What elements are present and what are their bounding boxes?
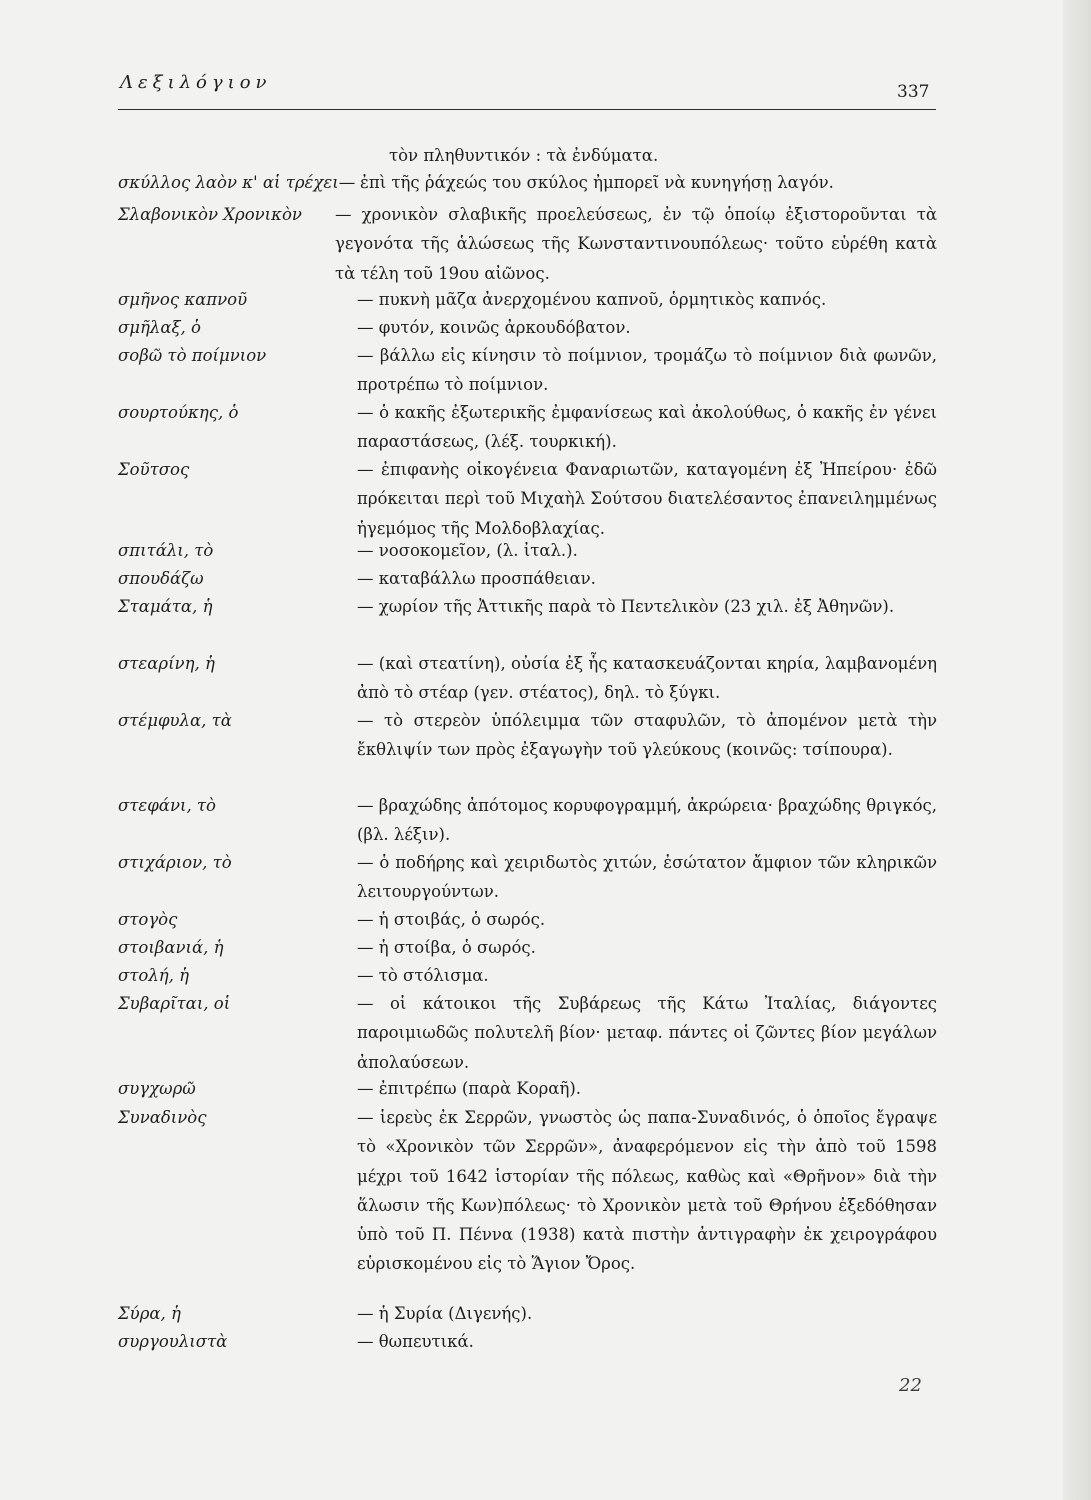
entry-headword: στέμφυλα, τὰ	[118, 711, 232, 730]
entry-definition: — βραχώδης ἀπότομος κορυφογραμμή, ἀκρώρεια· βραχώδης θριγκός, (βλ. λέξιν).	[357, 796, 937, 845]
entry-headword: συγχωρῶ	[118, 1079, 196, 1098]
entry-headword: σοβῶ τὸ ποίμνιον	[118, 346, 267, 365]
entry-definition: — τὸ στερεὸν ὑπόλειμμα τῶν σταφυλῶν, τὸ ἀπομένον μετὰ τὴν ἔκθλιψίν των πρὸς ἐξαγωγὴν τοῦ γλεύκους (κοινῶς: τσίπουρα).	[357, 711, 937, 760]
entry-definition: — χωρίον τῆς Ἀττικῆς παρὰ τὸ Πεντελικὸν (23 χιλ. ἐξ Ἀθηνῶν).	[357, 597, 895, 616]
entry-definition: — βάλλω εἰς κίνησιν τὸ ποίμνιον, τρομάζω τὸ ποίμνιον διὰ φωνῶν, προτρέπω τὸ ποίμνιον.	[357, 346, 937, 395]
entry-headword: σμῆνος καπνοῦ	[118, 290, 248, 309]
entry-definition: — ἱερεὺς ἐκ Σερρῶν, γνωστὸς ὡς παπα-Συναδινός, ὁ ὁποῖος ἔγραψε τὸ «Χρονικὸν τῶν Σερρῶν», ἀναφερόμενον εἰς τὴν ἀπὸ τοῦ 1598 μέχρι τοῦ 1642 ἱστορίαν τῆς πόλεως, καθὼς καὶ «Θρῆνον» διὰ τὴν ἅλωσιν τῆς Κων)πόλεως· τὸ Χρονικὸν μετὰ τοῦ Θρήνου ἐξεδόθησαν ὑπὸ τοῦ Π. Πέννα (1938) κατὰ πιστὴν ἀντιγραφὴν ἐκ χειρογράφου εὑρισκομένου εἰς τὸ Ἅγιον Ὄρος.	[357, 1108, 937, 1274]
entry-definition: — ὁ ποδήρης καὶ χειριδωτὸς χιτών, ἐσώτατον ἄμφιον τῶν κληρικῶν λειτουργούντων.	[357, 853, 937, 902]
entry-headword: στιχάριον, τὸ	[118, 853, 232, 872]
entry-headword: συργουλιστὰ	[118, 1332, 228, 1351]
running-head: Λεξιλόγιον	[120, 72, 272, 93]
page-edge	[1063, 0, 1091, 1500]
entry-headword: στοιβανιά, ἡ	[118, 938, 224, 957]
entry-headword: Συβαρῖται, οἱ	[118, 994, 231, 1013]
entry-definition: — οἱ κάτοικοι τῆς Συβάρεως τῆς Κάτω Ἰταλίας, διάγοντες παροιμιωδῶς πολυτελῆ βίον· μεταφ. πάντες οἱ ζῶντες βίον μεγάλων ἀπολαύσεων.	[357, 994, 937, 1072]
signature-mark: 22	[899, 1375, 922, 1396]
entry-definition: — ἐπιφανὴς οἰκογένεια Φαναριωτῶν, καταγομένη ἐξ Ἠπείρου· ἐδῶ πρόκειται περὶ τοῦ Μιχαὴλ Σούτσου διατελέσαντος ἐπανειλημμένως ἡγεμόμος τῆς Μολδοβλαχίας.	[357, 460, 937, 538]
entry-headword: σπουδάζω	[118, 569, 204, 588]
entry-definition: — ὁ κακῆς ἐξωτερικῆς ἐμφανίσεως καὶ ἀκολούθως, ὁ κακῆς ἐν γένει παραστάσεως, (λέξ. τουρκική).	[357, 403, 937, 452]
entry-headword: στολή, ἡ	[118, 966, 190, 985]
entry-definition: — ἡ στοίβα, ὁ σωρός.	[357, 938, 536, 957]
entry-headword: στεαρίνη, ἡ	[118, 654, 215, 673]
entry-definition: — καταβάλλω προσπάθειαν.	[357, 569, 596, 588]
entry-definition: — χρονικὸν σλαβικῆς προελεύσεως, ἐν τῷ ὁποίῳ ἐξιστοροῦνται τὰ γεγονότα τῆς ἁλώσεως τῆς Κωνσταντινουπόλεως· τοῦτο εὑρέθη κατὰ τὰ τέλη τοῦ 19ου αἰῶνος.	[335, 205, 937, 283]
entry-definition: — φυτόν, κοινῶς ἀρκουδόβατον.	[357, 318, 631, 337]
entry-headword: σκύλλος λαὸν κ' αἱ τρέχει—	[118, 173, 356, 192]
entry-headword: στεφάνι, τὸ	[118, 796, 216, 815]
entry-headword: σουρτούκης, ὁ	[118, 403, 239, 422]
entry-headword: Σύρα, ἡ	[118, 1304, 181, 1323]
header-rule	[118, 109, 936, 110]
page-number: 337	[897, 82, 930, 102]
entry-definition: ἐπὶ τῆς ῥάχεώς του σκύλος ἠμπορεῖ νὰ κυνηγήσῃ λαγόν.	[360, 173, 834, 192]
entry-headword: Συναδινὸς	[118, 1108, 207, 1127]
entry-headword: σπιτάλι, τὸ	[118, 541, 214, 560]
entry-definition: — θωπευτικά.	[357, 1332, 474, 1351]
entry-definition: — ἡ στοιβάς, ὁ σωρός.	[357, 910, 546, 929]
continued-definition: τὸν πληθυντικόν : τὰ ἐνδύματα.	[389, 146, 659, 165]
entry-headword: Σοῦτσος	[118, 460, 190, 479]
entry-definition: — ἡ Συρία (Διγενής).	[357, 1304, 533, 1323]
entry-headword: σμῆλαξ, ὁ	[118, 318, 201, 337]
entry-definition: — τὸ στόλισμα.	[357, 966, 489, 985]
entry-definition: — πυκνὴ μᾶζα ἀνερχομένου καπνοῦ, ὁρμητικὸς καπνός.	[357, 290, 827, 309]
entry-definition: — νοσοκομεῖον, (λ. ἰταλ.).	[357, 541, 578, 560]
entry-definition: — ἐπιτρέπω (παρὰ Κοραῆ).	[357, 1079, 582, 1098]
entry-definition: — (καὶ στεατίνη), οὐσία ἐξ ἧς κατασκευάζονται κηρία, λαμβανομένη ἀπὸ τὸ στέαρ (γεν. στέατος), δηλ. τὸ ξύγκι.	[357, 654, 937, 703]
entry-headword: Σλαβονικὸν Χρονικὸν	[118, 205, 302, 224]
entry-headword: στογὸς	[118, 910, 178, 929]
entry-headword: Σταμάτα, ἡ	[118, 597, 213, 616]
